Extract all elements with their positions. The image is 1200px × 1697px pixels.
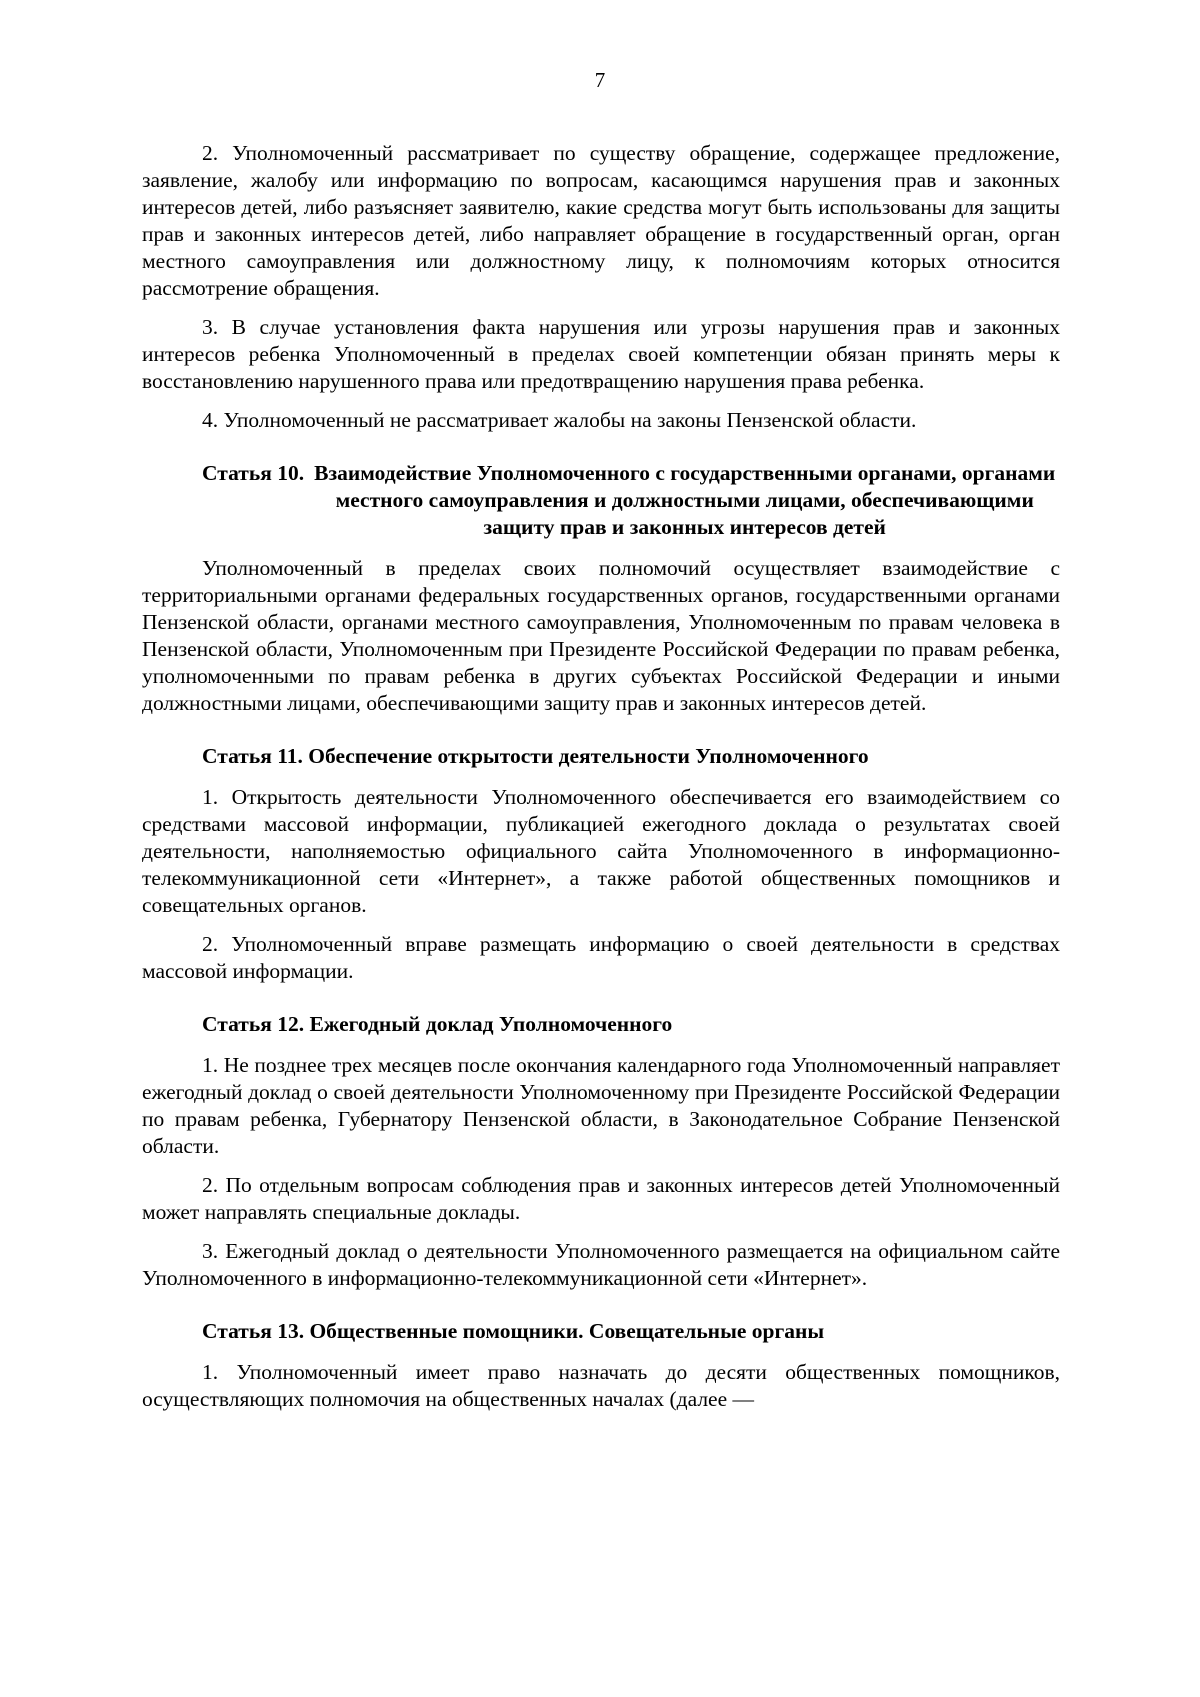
paragraph-art13-item1: 1. Уполномоченный имеет право назначать до десяти общественных помощников, осуществляющих полномочия на общественных началах (далее — bbox=[142, 1360, 1060, 1411]
article-13-label: Статья 13. bbox=[202, 1319, 305, 1343]
article-11-heading bbox=[142, 743, 1060, 770]
paragraph-art9-item3: 3. В случае установления факта нарушения или угрозы нарушения прав и законных интересов ребенка Уполномоченный в пределах своей компетенции обязан принять меры к восстановлению нарушенного права или предотвращению нарушения права ребенка. bbox=[142, 315, 1060, 393]
paragraph-art12-item2: 2. По отдельным вопросам соблюдения прав и законных интересов детей Уполномоченный может направлять специальные доклады. bbox=[142, 1173, 1060, 1224]
article-11-title: Обеспечение открытости деятельности Уполномоченного bbox=[308, 744, 869, 768]
paragraph-art11-item2: 2. Уполномоченный вправе размещать информацию о своей деятельности в средствах массовой информации. bbox=[142, 932, 1060, 983]
paragraph-art9-item2: 2. Уполномоченный рассматривает по существу обращение, содержащее предложение, заявление, жалобу или информацию по вопросам, касающимся нарушения прав и законных интересов детей, либо разъясняет заявителю, какие средства могут быть использованы для защиты прав и законных интересов детей, либо направляет обращение в государственный орган, орган местного самоуправления или должностному лицу, к полномочиям которых относится рассмотрение обращения. bbox=[142, 141, 1060, 300]
paragraph-art10: Уполномоченный в пределах своих полномочий осуществляет взаимодействие с территориальными органами федеральных государственных органов, государственными органами Пензенской области, органами местного самоуправления, Уполномоченным по правам человека в Пензенской области, Уполномоченным при Президенте Российской Федерации по правам ребенка, уполномоченными по правам ребенка в других субъектах Российской Федерации и иными должностными лицами, обеспечивающими защиту прав и законных интересов детей. bbox=[142, 556, 1060, 715]
article-12-label: Статья 12. bbox=[202, 1012, 305, 1036]
document-body bbox=[142, 140, 1060, 1413]
article-10-label: Статья 10. bbox=[202, 461, 305, 485]
paragraph-art11-item1: 1. Открытость деятельности Уполномоченного обеспечивается его взаимодействием со средствами массовой информации, публикацией ежегодного доклада о результатах своей деятельности, наполняемостью официального сайта Уполномоченного в информационно-телекоммуникационной сети «Интернет», а также работой общественных помощников и совещательных органов. bbox=[142, 785, 1060, 917]
article-13-title: Общественные помощники. Совещательные органы bbox=[309, 1319, 825, 1343]
article-13-heading bbox=[142, 1318, 1060, 1345]
article-12-heading bbox=[142, 1011, 1060, 1038]
paragraph-art12-item3: 3. Ежегодный доклад о деятельности Уполномоченного размещается на официальном сайте Уполномоченного в информационно-телекоммуникационной сети «Интернет». bbox=[142, 1239, 1060, 1290]
page-number: 7 bbox=[594, 68, 606, 92]
article-10-heading bbox=[202, 460, 1060, 541]
article-11-label: Статья 11. bbox=[202, 744, 303, 768]
article-12-title: Ежегодный доклад Уполномоченного bbox=[309, 1012, 673, 1036]
article-10-title: Взаимодействие Уполномоченного с государственными органами, органами местного самоуправления и должностными лицами, обеспечивающими защиту прав и законных интересов детей bbox=[314, 461, 1056, 539]
paragraph-art9-item4: 4. Уполномоченный не рассматривает жалобы на законы Пензенской области. bbox=[202, 408, 917, 432]
paragraph-art12-item1: 1. Не позднее трех месяцев после окончания календарного года Уполномоченный направляет ежегодный доклад о своей деятельности Уполномоченному при Президенте Российской Федерации по правам ребенка, Губернатору Пензенской области, в Законодательное Собрание Пензенской области. bbox=[142, 1053, 1060, 1158]
